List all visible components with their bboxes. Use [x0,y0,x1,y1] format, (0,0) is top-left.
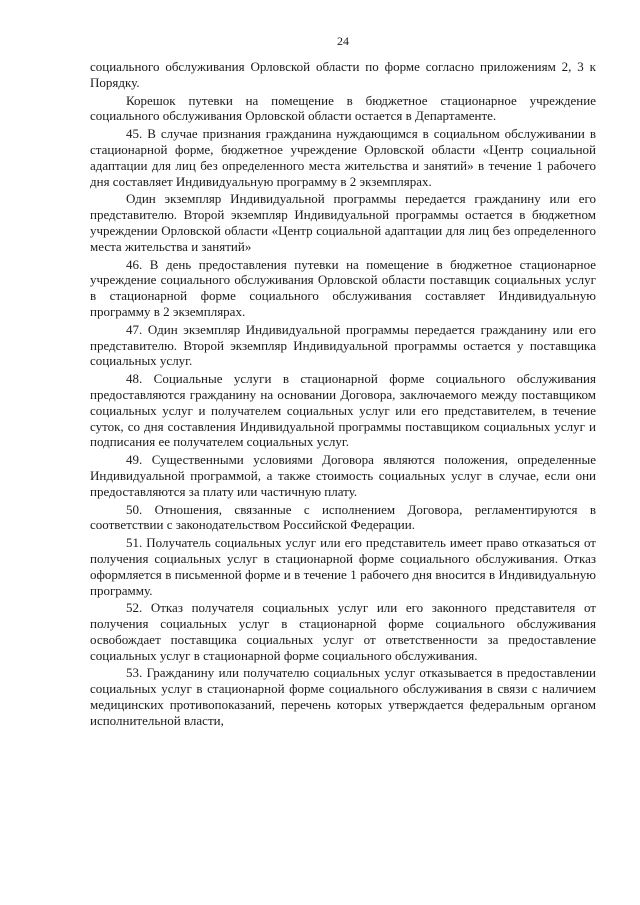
paragraph-48: 48. Социальные услуги в стационарной форме социального обслуживания предоставляются гражданину на основании Договора, заключаемого между поставщиком социальных услуг и получателем социальных услуг или его представителем, в течение суток, со дня составления Индивидуальной программы поставщиком социальных услуг и подписания ее получателем социальных услуг. [90,371,596,450]
paragraph-49: 49. Существенными условиями Договора являются положения, определенные Индивидуальной программой, а также стоимость социальных услуг в случае, если они предоставляются за плату или частичную плату. [90,452,596,499]
paragraph-46: 46. В день предоставления путевки на помещение в бюджетное стационарное учреждение социального обслуживания Орловской области поставщик социальных услуг в стационарной форме социального обслуживания составляет Индивидуальную программу в 2 экземплярах. [90,256,596,319]
paragraph-voucher-stub: Корешок путевки на помещение в бюджетное стационарное учреждение социального обслуживания Орловской области остается в Департаменте. [90,92,596,124]
paragraph-52: 52. Отказ получателя социальных услуг или его законного представителя от получения социальных услуг в стационарной форме социального обслуживания освобождает поставщика социальных услуг от ответственности за предоставление социальных услуг в стационарной форме социального обслуживания. [90,600,596,663]
paragraph-47: 47. Один экземпляр Индивидуальной программы передается гражданину или его представителю. Второй экземпляр Индивидуальной программы остается у поставщика социальных услуг. [90,321,596,369]
page-number: 24 [337,34,349,48]
paragraph-45: 45. В случае признания гражданина нуждающимся в социальном обслуживании в стационарной форме, бюджетное учреждение Орловской области «Центр социальной адаптации для лиц без определенного места жительства и занятий» в течение 1 рабочего дня составляет Индивидуальную программу в 2 экземплярах. [90,126,596,189]
paragraph-51: 51. Получатель социальных услуг или его представитель имеет право отказаться от получения социальных услуг в стационарной форме социального обслуживания. Отказ оформляется в письменной форме и в течение 1 рабочего дня вносится в Индивидуальную программу. [90,535,596,598]
paragraph-continuation: социального обслуживания Орловской области по форме согласно приложениям 2, 3 к Порядку. [90,59,596,90]
paragraph-45-copies: Один экземпляр Индивидуальной программы передается гражданину или его представителю. Второй экземпляр Индивидуальной программы остается в бюджетном учреждении Орловской области «Центр социальной адаптации для лиц без определенного места жительства и занятий» [90,191,596,254]
paragraph-53: 53. Гражданину или получателю социальных услуг отказывается в предоставлении социальных услуг в стационарной форме социального обслуживания в связи с наличием медицинских противопоказаний, перечень которых утверждается федеральным органом исполнительной власти, [90,665,596,728]
paragraph-50: 50. Отношения, связанные с исполнением Договора, регламентируются в соответствии с законодательством Российской Федерации. [90,501,596,533]
